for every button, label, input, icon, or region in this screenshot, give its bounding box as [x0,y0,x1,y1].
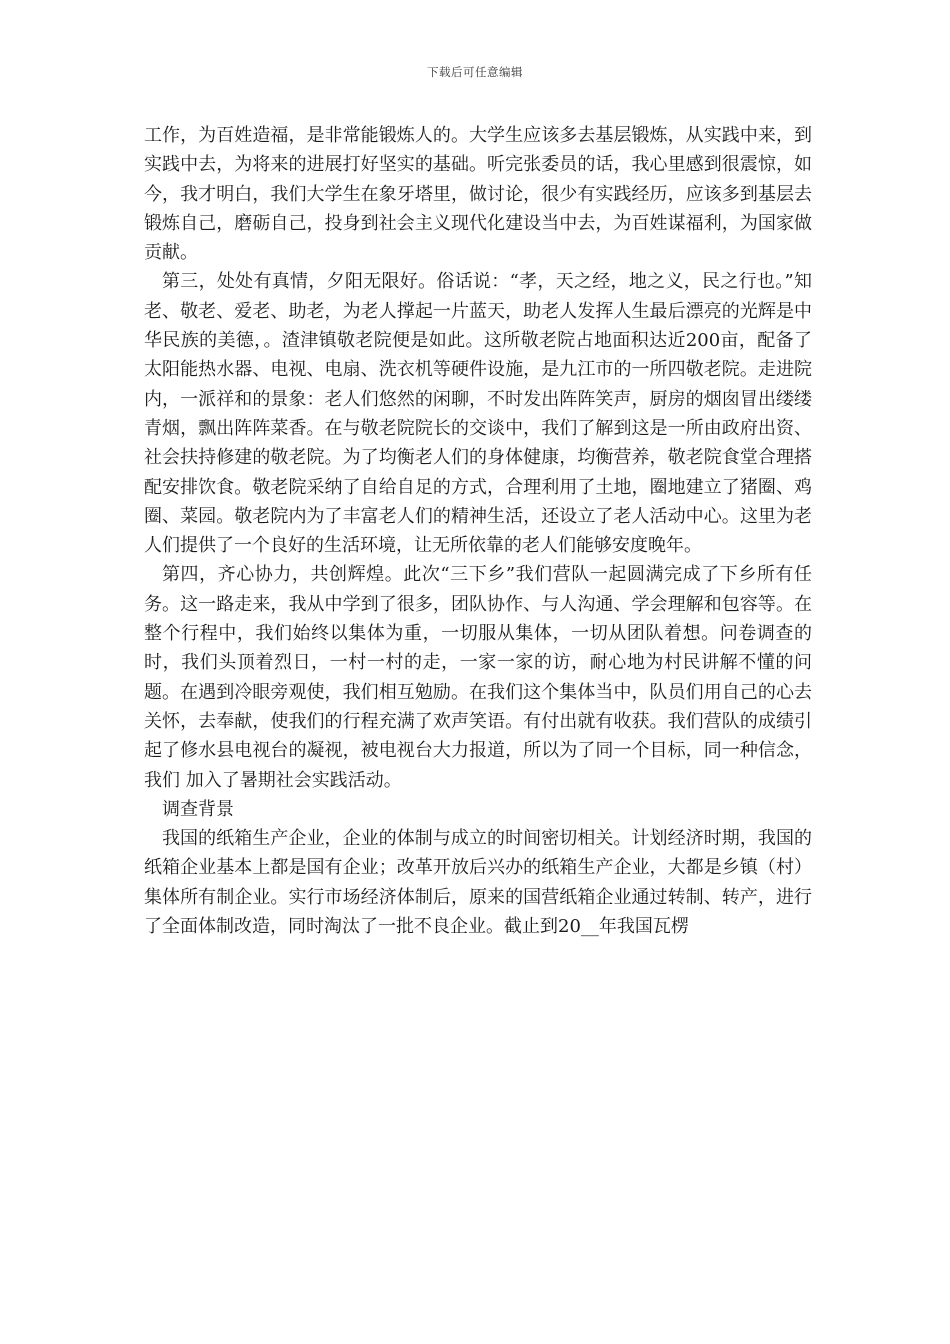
paragraph-3: 第四，齐心协力，共创辉煌。此次“三下乡”我们营队一起圆满完成了下乡所有任务。这一路走来，我从中学到了很多，团队协作、与人沟通、学会理解和包容等。在整个行程中，我们始终以集体为重，一切服从集体，一切从团队着想。问卷调查的时，我们头顶着烈日，一村一村的走，一家一家的访，耐心地为村民讲解不懂的问题。在遇到冷眼旁观使，我们相互勉励。在我们这个集体当中，队员们用自己的心去关怀，去奉献，使我们的行程充满了欢声笑语。有付出就有收获。我们营队的成绩引起了修水县电视台的凝视，被电视台大力报道，所以为了同一个目标，同一种信念，我们 加入了暑期社会实践活动。 [144,564,812,791]
paragraph-4: 我国的纸箱生产企业，企业的体制与成立的时间密切相关。计划经济时期，我国的纸箱企业基本上都是国有企业；改革开放后兴办的纸箱生产企业，大都是乡镇（村）集体所有制企业。实行市场经济体制后，原来的国营纸箱企业通过转制、转产，进行了全面体制改造，同时淘汰了一批不良企业。截止到20__年我国瓦楞 [144,828,812,938]
page-header: 下载后可任意编辑 [427,65,523,79]
document-body [144,121,812,941]
paragraph-1: 工作，为百姓造福，是非常能锻炼人的。大学生应该多去基层锻炼，从实践中来，到实践中去，为将来的进展打好坚实的基础。听完张委员的话，我心里感到很震惊，如今，我才明白，我们大学生在象牙塔里，做讨论，很少有实践经历，应该多到基层去锻炼自己，磨砺自己，投身到社会主义现代化建设当中去，为百姓谋福利，为国家做贡献。 [144,125,812,264]
section-heading: 调查背景 [162,798,234,820]
paragraph-2: 第三，处处有真情，夕阳无限好。俗话说：“孝，天之经，地之义，民之行也。”知老、敬老、爱老、助老，为老人撑起一片蓝天，助老人发挥人生最后漂亮的光辉是中华民族的美德，。渣津镇敬老院便是如此。这所敬老院占地面积达近200亩，配备了太阳能热水器、电视、电扇、洗衣机等硬件设施，是九江市的一所四敬老院。走进院内，一派祥和的景象：老人们悠然的闲聊，不时发出阵阵笑声，厨房的烟囱冒出缕缕青烟，飘出阵阵菜香。在与敬老院院长的交谈中，我们了解到这是一所由政府出资、社会扶持修建的敬老院。为了均衡老人们的身体健康，均衡营养，敬老院食堂合理搭配安排饮食。敬老院采纳了自给自足的方式，合理利用了土地，圈地建立了猪圈、鸡圈、菜园。敬老院内为了丰富老人们的精神生活，还设立了老人活动中心。这里为老人们提供了一个良好的生活环境，让无所依靠的老人们能够安度晚年。 [144,271,812,557]
